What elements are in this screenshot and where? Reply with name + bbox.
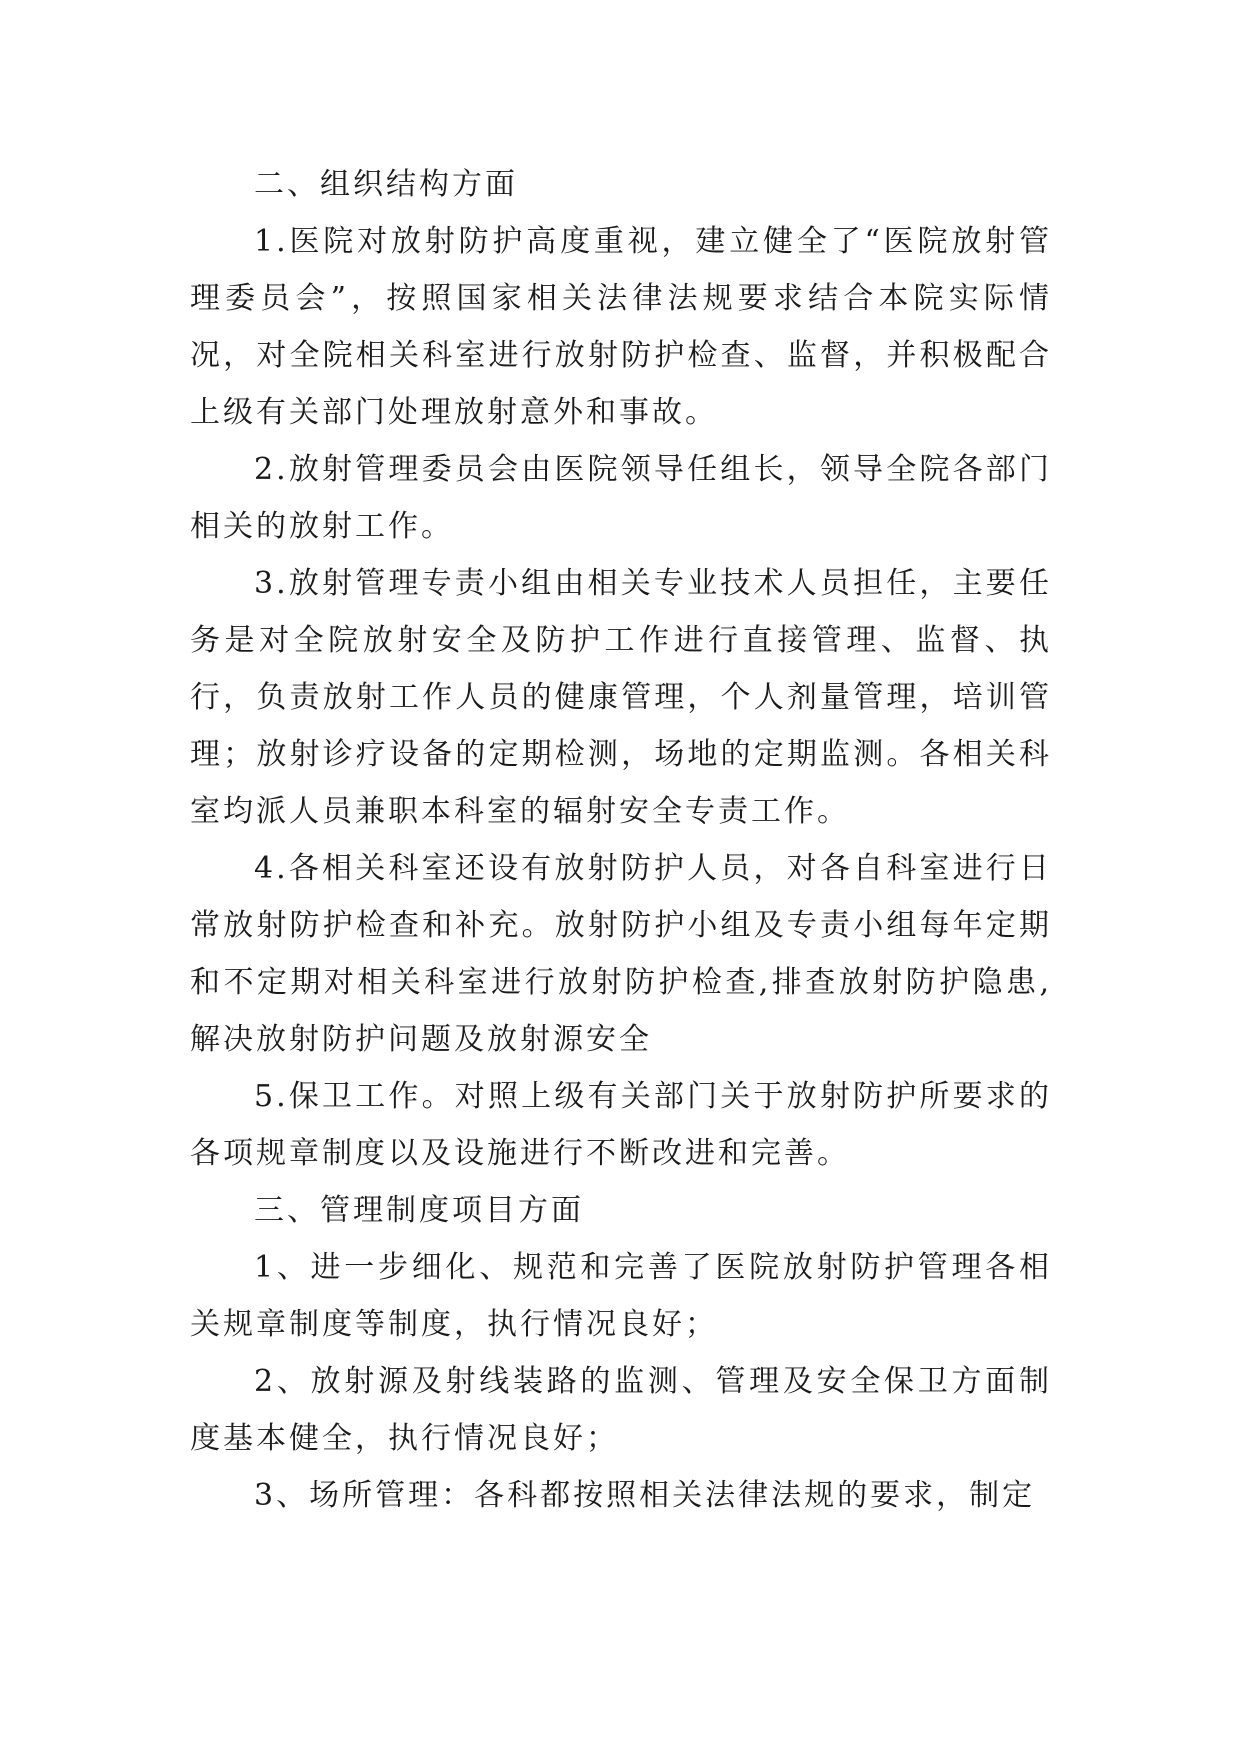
document-body — [190, 156, 1052, 1524]
paragraph-item-3: 3.放射管理专责小组由相关专业技术人员担任，主要任务是对全院放射安全及防护工作进行直接管理、监督、执行，负责放射工作人员的健康管理，个人剂量管理，培训管理；放射诊疗设备的定期检测，场地的定期监测。各相关科室均派人员兼职本科室的辐射安全专责工作。 — [190, 566, 1052, 829]
paragraph-item-2: 2.放射管理委员会由医院领导任组长，领导全院各部门相关的放射工作。 — [190, 452, 1052, 544]
section-heading-organization: 二、组织结构方面 — [254, 167, 518, 202]
paragraph-management-3: 3、场所管理：各科都按照相关法律法规的要求，制定 — [254, 1478, 1036, 1513]
paragraph-management-1: 1、进一步细化、规范和完善了医院放射防护管理各相关规章制度等制度，执行情况良好； — [190, 1250, 1052, 1342]
paragraph-management-2: 2、放射源及射线装路的监测、管理及安全保卫方面制度基本健全，执行情况良好； — [190, 1364, 1052, 1456]
paragraph-item-1: 1.医院对放射防护高度重视，建立健全了“医院放射管理委员会”，按照国家相关法律法规要求结合本院实际情况，对全院相关科室进行放射防护检查、监督，并积极配合上级有关部门处理放射意外和事故。 — [190, 224, 1052, 430]
paragraph-item-5: 5.保卫工作。对照上级有关部门关于放射防护所要求的各项规章制度以及设施进行不断改进和完善。 — [190, 1079, 1052, 1171]
section-heading-management: 三、管理制度项目方面 — [254, 1193, 584, 1228]
paragraph-item-4: 4.各相关科室还设有放射防护人员，对各自科室进行日常放射防护检查和补充。放射防护小组及专责小组每年定期和不定期对相关科室进行放射防护检查,排查放射防护隐患,解决放射防护问题及放射源安全 — [190, 851, 1052, 1057]
